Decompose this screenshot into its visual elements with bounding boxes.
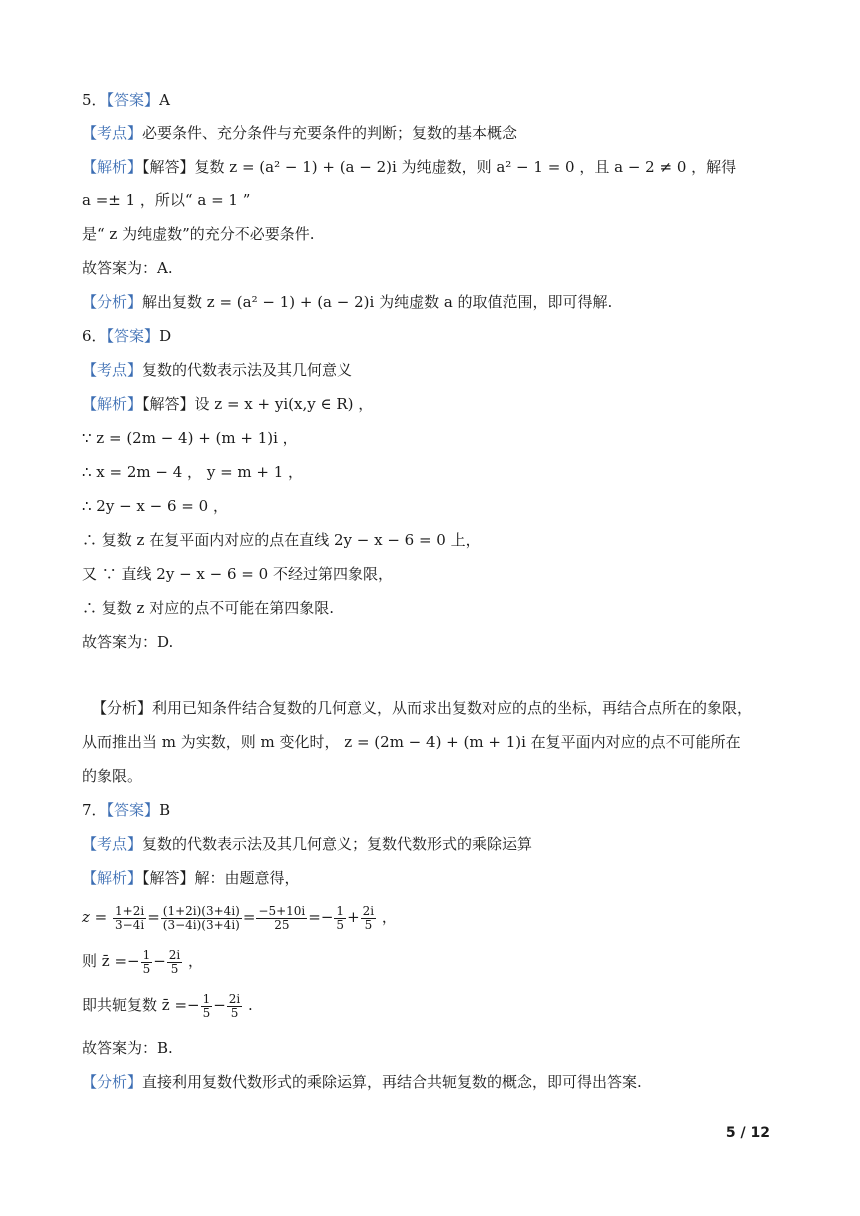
q5-fenxi-line	[82, 292, 612, 312]
q7-conjugate-line-2	[82, 990, 253, 1020]
equals: =	[147, 908, 160, 926]
answer-tag: 【答案】	[106, 801, 160, 819]
q7-kaodian-text: 复数的代数表示法及其几何意义；复数代数形式的乘除运算	[142, 835, 533, 853]
q5-answer-line	[82, 90, 170, 110]
q6-number: 6．	[82, 327, 107, 345]
denominator: 5	[170, 961, 179, 976]
numerator: 1+2i	[115, 903, 145, 918]
fraction	[361, 905, 376, 932]
q5-jiexi-line-1	[82, 157, 736, 177]
jiexi-tag: 【解析】	[82, 869, 143, 887]
fenxi-tag: 【分析】	[82, 1073, 143, 1091]
punctuation: ，	[183, 952, 204, 970]
q6-jiexi-line-6: 又 ∵ 直线 2y − x − 6 = 0 不经过第四象限，	[82, 565, 393, 583]
numerator: (1+2i)(3+4i)	[162, 903, 240, 918]
q6-jiexi-line-3: ∴ x = 2m − 4 ， y = m + 1 ，	[82, 463, 304, 481]
minus-sign: −	[153, 952, 166, 970]
denominator: 5	[202, 1005, 211, 1020]
q6-jiexi-line-8: 故答案为：D.	[82, 633, 174, 651]
numerator: 1	[202, 991, 211, 1006]
q6-answer: D	[159, 327, 172, 345]
answer-tag: 【答案】	[106, 91, 160, 109]
minus-sign: −	[213, 996, 226, 1014]
q6-kaodian-line	[82, 360, 352, 380]
denominator: 5	[230, 1005, 239, 1020]
fraction	[141, 949, 153, 976]
jiexi-tag: 【解析】	[82, 395, 143, 413]
q7-conjugate-line-1	[82, 946, 203, 976]
q7-answer-line	[82, 800, 170, 820]
kaodian-tag: 【考点】	[82, 835, 143, 853]
q6-kaodian-text: 复数的代数表示法及其几何意义	[142, 361, 353, 379]
numerator: 2i	[228, 991, 241, 1006]
fraction	[161, 905, 242, 932]
q7-fenxi-text: 直接利用复数代数形式的乘除运算，再结合共轭复数的概念，即可得出答案.	[142, 1073, 642, 1091]
numerator: 1	[142, 947, 151, 962]
q6-jiexi-line-2: ∵ z = (2m − 4) + (m + 1)i ，	[82, 429, 298, 447]
fenxi-tag: 【分析】	[82, 293, 143, 311]
q5-jiexi-line-3: 是“ z 为纯虚数”的充分不必要条件.	[82, 225, 315, 243]
denominator: 3−4i	[115, 917, 145, 932]
denominator: 25	[274, 917, 290, 932]
punctuation: ，	[377, 908, 397, 926]
q5-number: 5．	[82, 91, 107, 109]
page-number: 5 / 12	[725, 1125, 770, 1141]
q7-equation-line	[82, 902, 397, 932]
fraction	[201, 993, 213, 1020]
kaodian-tag: 【考点】	[82, 361, 143, 379]
q7-jiexi-line-1	[82, 868, 300, 888]
conjugate-lhs: 即共轭复数 z̄ =−	[82, 996, 200, 1014]
q6-answer-line	[82, 326, 171, 346]
q5-kaodian-text: 必要条件、充分条件与充要条件的判断；复数的基本概念	[142, 124, 518, 142]
numerator: 2i	[362, 903, 375, 918]
q6-jiexi-line-7: ∴ 复数 z 对应的点不可能在第四象限.	[82, 599, 334, 617]
q7-kaodian-line	[82, 834, 532, 854]
answer-tag: 【答案】	[106, 327, 160, 345]
q7-jiexi-line-5: 故答案为：B.	[82, 1039, 173, 1057]
fraction	[113, 905, 146, 932]
q5-answer: A	[159, 91, 170, 109]
conjugate-lhs: 则 z̄ =−	[82, 952, 140, 970]
q6-jiexi-line-5: ∴ 复数 z 在复平面内对应的点在直线 2y − x − 6 = 0 上，	[82, 531, 481, 549]
q5-kaodian-line	[82, 123, 517, 143]
fraction	[227, 993, 242, 1020]
q6-fenxi-line-2: 从而推出当 m 为实数，则 m 变化时， z = (2m − 4) + (m + 1)i 在复平面内对应的点不可能所在	[82, 733, 741, 751]
jiexi-tag: 【解析】	[82, 158, 143, 176]
equals: =	[242, 908, 256, 926]
q7-answer: B	[159, 801, 171, 819]
denominator: (3−4i)(3+4i)	[162, 917, 240, 932]
numerator: 2i	[168, 947, 181, 962]
q7-number: 7．	[82, 801, 107, 819]
q5-jiexi-text-1: 【解答】复数 z = (a² − 1) + (a − 2)i 为纯虚数，则 a² − 1 = 0 ，且 a − 2 ≠ 0 ，解得	[142, 158, 737, 176]
denominator: 5	[364, 917, 373, 932]
equals: =−	[308, 908, 334, 926]
q6-jiexi-line-1	[82, 394, 373, 414]
punctuation: .	[243, 996, 253, 1014]
kaodian-tag: 【考点】	[82, 124, 143, 142]
q6-fenxi-line-1: 【分析】利用已知条件结合复数的几何意义，从而求出复数对应的点的坐标，再结合点所在的象限，	[92, 699, 753, 717]
q5-fenxi-text: 解出复数 z = (a² − 1) + (a − 2)i 为纯虚数 a 的取值范围，即可得解.	[142, 293, 613, 311]
q6-jiexi-line-4: ∴ 2y − x − 6 = 0 ，	[82, 497, 228, 515]
plus-sign: +	[347, 908, 360, 926]
fraction	[334, 905, 346, 932]
q6-jiexi-text-1: 【解答】设 z = x + yi(x,y ∈ R) ，	[142, 395, 374, 413]
q7-jiexi-text-1: 【解答】解：由题意得，	[142, 869, 300, 887]
numerator: −5+10i	[258, 903, 306, 918]
q5-jiexi-line-2: a =± 1 ，所以“ a = 1 ”	[82, 191, 251, 209]
q5-jiexi-line-4: 故答案为：A.	[82, 259, 173, 277]
fraction	[167, 949, 182, 976]
fraction	[256, 905, 307, 932]
q7-fenxi-line	[82, 1072, 642, 1092]
numerator: 1	[336, 903, 345, 918]
denominator: 5	[142, 961, 151, 976]
eq-lhs: z =	[82, 908, 108, 926]
q6-fenxi-line-3: 的象限。	[82, 767, 143, 785]
denominator: 5	[336, 917, 345, 932]
